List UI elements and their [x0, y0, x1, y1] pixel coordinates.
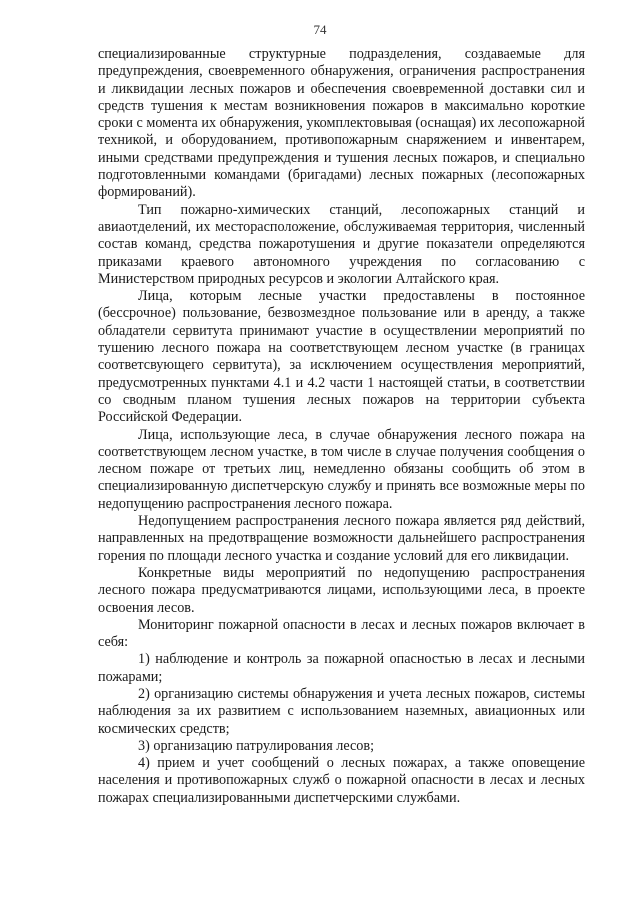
list-item-2: 2) организацию системы обнаружения и учета лесных пожаров, системы наблюдения за их развитием с использованием наземных, авиационных или космических средств;: [98, 685, 585, 737]
body-text: [98, 46, 585, 807]
page-number: 74: [313, 22, 327, 37]
list-item-3: 3) организацию патрулирования лесов;: [138, 737, 375, 754]
paragraph-continuation: специализированные структурные подразделения, создаваемые для предупреждения, своевременного обнаружения, ограничения распространения и ликвидации лесных пожаров и обеспечения своевременной доставки сил и средств тушения к местам возникновения пожаров в максимально короткие сроки с момента их обнаружения, укомплектовывая (оснащая) их лесопожарной техникой, и оборудованием, противопожарным снаряжением и инвентарем, иными средствами предупреждения и тушения лесных пожаров, и специально подготовленными командами (бригадами) лесных пожарных (лесопожарных формирований).: [98, 46, 585, 201]
paragraph-monitoring-intro: Мониторинг пожарной опасности в лесах и лесных пожаров включает в себя:: [98, 616, 585, 651]
list-item-4: 4) прием и учет сообщений о лесных пожарах, а также оповещение населения и противопожарных служб о пожарной опасности в лесах и лесных пожарах специализированными диспетчерскими службами.: [98, 755, 585, 806]
paragraph-specific-measures: Конкретные виды мероприятий по недопущению распространения лесного пожара предусматриваются лицами, использующими леса, в проекте освоения лесов.: [98, 564, 585, 616]
paragraph-station-types: Тип пожарно-химических станций, лесопожарных станций и авиаотделений, их месторасположение, обслуживаемая территория, численный состав команд, средства пожаротушения и другие показатели определяются приказами краевого автономного учреждения по согласованию с Министерством природных ресурсов и экологии Алтайского края.: [98, 201, 585, 287]
paragraph-fire-detection: Лица, использующие леса, в случае обнаружения лесного пожара на соответствующем лесном участке, в том числе в случае получения сообщения о лесном пожаре от третьих лиц, немедленно обязаны сообщить об этом в специализированную диспетчерскую службу и принять все возможные меры по недопущению распространения лесного пожара.: [98, 426, 585, 512]
paragraph-spread-prevention: Недопущением распространения лесного пожара является ряд действий, направленных на предотвращение возможности дальнейшего распространения горения по площади лесного участка и создание условий для его ликвидации.: [98, 513, 585, 564]
list-item-1: 1) наблюдение и контроль за пожарной опасностью в лесах и лесными пожарами;: [98, 651, 585, 685]
paragraph-land-users: Лица, которым лесные участки предоставлены в постоянное (бессрочное) пользование, безвозмездное пользование или в аренду, а также обладатели сервитута принимают участие в осуществлении мероприятий по тушению лесного пожара на соответствующем лесном участке (в границах соответсвующего сервитута), за исключением осуществления мероприятий, предусмотренных пунктами 4.1 и 4.2 части 1 настоящей статьи, в соответствии со сводным планом тушения лесных пожаров на территории субъекта Российской Федерации.: [98, 288, 585, 426]
